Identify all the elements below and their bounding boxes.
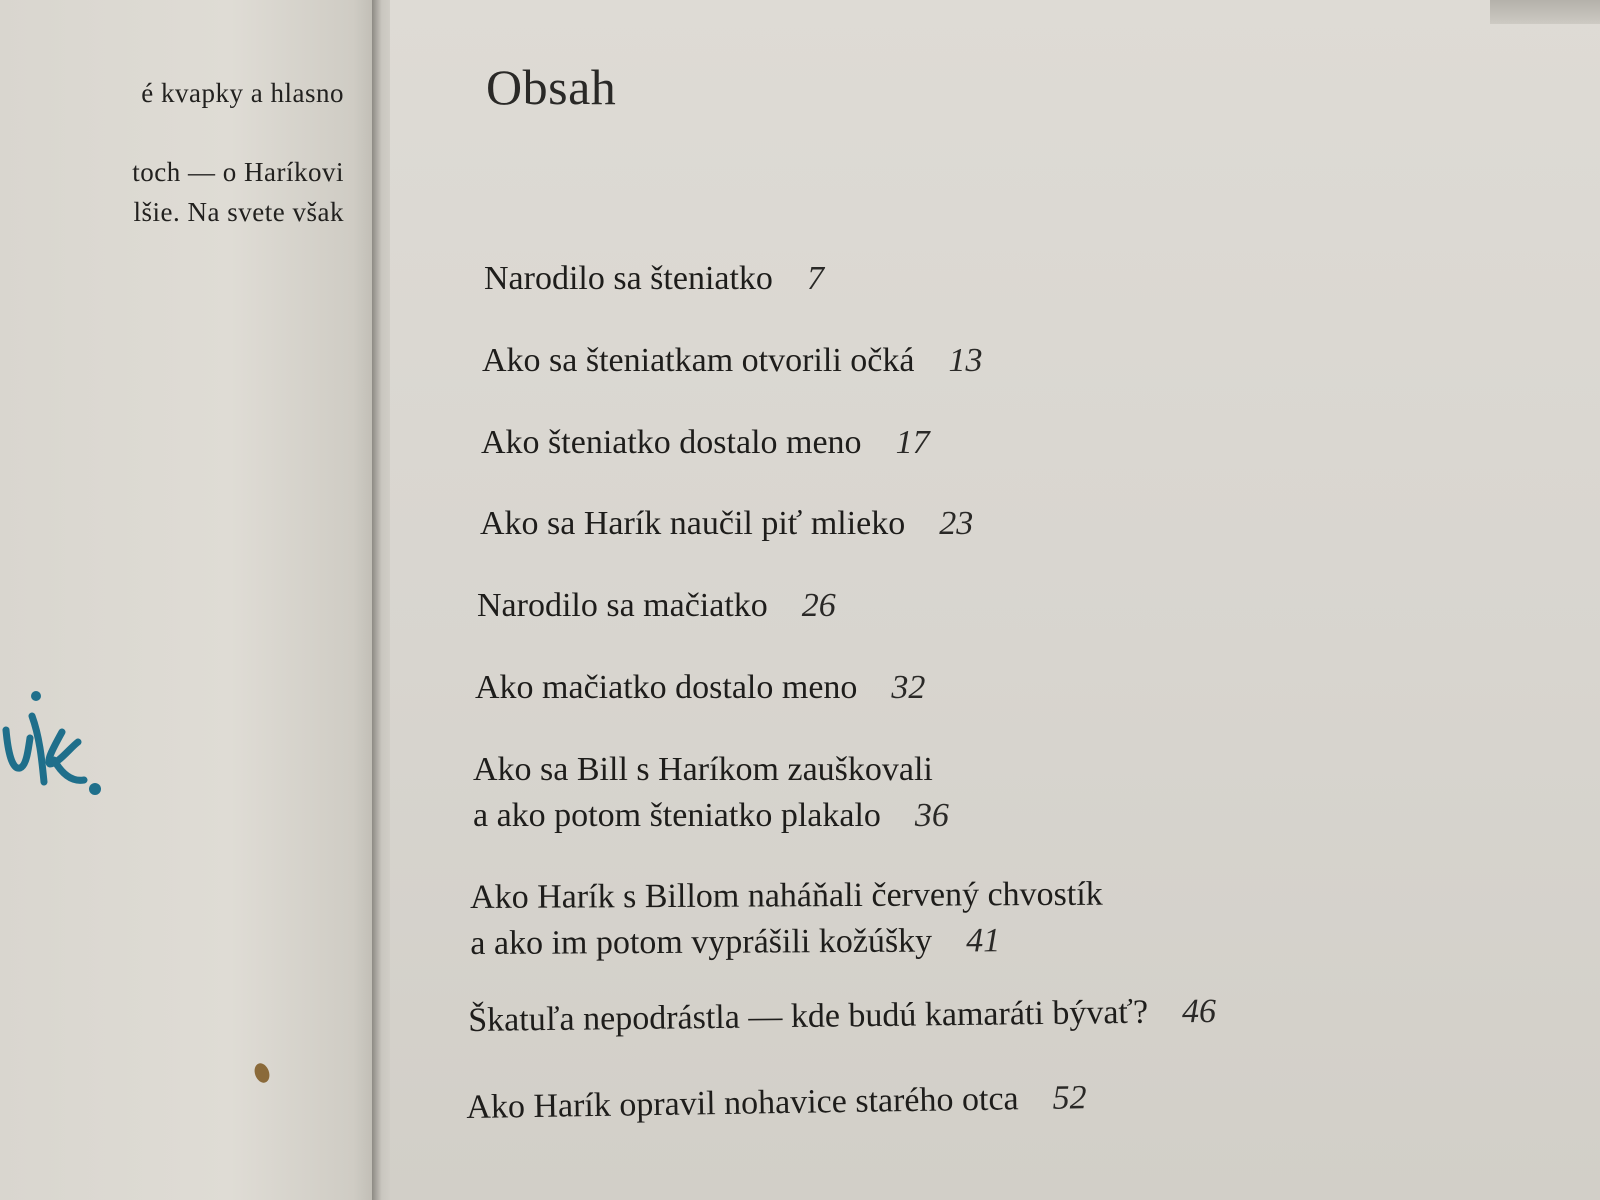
toc-entry-page-number: 7 [806, 260, 824, 297]
toc-entry-page-number: 41 [966, 922, 1001, 960]
toc-entry [484, 256, 824, 302]
toc-entry [466, 1075, 1087, 1131]
toc-entry-title: Narodilo sa mačiatko [477, 587, 768, 624]
toc-entry-page-number: 52 [1052, 1079, 1087, 1117]
toc-entry [481, 420, 930, 466]
toc-entry-page-number: 36 [914, 797, 949, 834]
left-page-line-1: é kvapky a hlasno [141, 78, 344, 108]
toc-entry [468, 989, 1216, 1044]
toc-entry-title: Narodilo sa šteniatko [484, 260, 773, 297]
toc-entry-title: a ako im potom vyprášili kožúšky [470, 922, 933, 962]
toc-entry [477, 583, 836, 629]
toc-entry-title: Ako šteniatko dostalo meno [481, 424, 862, 461]
toc-entry-page-number: 32 [891, 669, 926, 706]
toc-entry-title: Ako sa šteniatkam otvorili očká [482, 342, 915, 379]
toc-entry-page-number: 26 [801, 587, 836, 624]
toc-entry-title: Ako sa Harík naučil piť mlieko [480, 505, 906, 542]
toc-entry-title: Škatuľa nepodrástla — kde budú kamaráti bývať? [468, 993, 1149, 1039]
toc-entry [475, 665, 925, 711]
left-page-line-2: toch — o Haríkovi [132, 157, 344, 187]
toc-entry-title: Ako mačiatko dostalo meno [475, 669, 858, 706]
toc-entry-page-number: 17 [895, 424, 930, 461]
toc-entry [480, 501, 973, 547]
toc-entry-title: a ako potom šteniatko plakalo [473, 797, 881, 834]
left-page-line-3: lšie. Na svete však [133, 197, 344, 227]
toc-entry-page-number: 23 [939, 505, 974, 542]
page-title: Obsah [486, 59, 617, 115]
toc-entry [482, 338, 982, 384]
toc-entry [473, 747, 949, 839]
toc-entry [470, 872, 1103, 967]
toc-entry-title: Ako Harík opravil nohavice starého otca [466, 1080, 1019, 1126]
toc-entry-page-number: 13 [948, 342, 983, 379]
toc-entry-title: Ako sa Bill s Haríkom zauškovali [473, 751, 933, 788]
toc-entry-title: Ako Harík s Billom naháňali červený chvostík [470, 875, 1103, 916]
toc-entry-page-number: 46 [1181, 992, 1217, 1031]
